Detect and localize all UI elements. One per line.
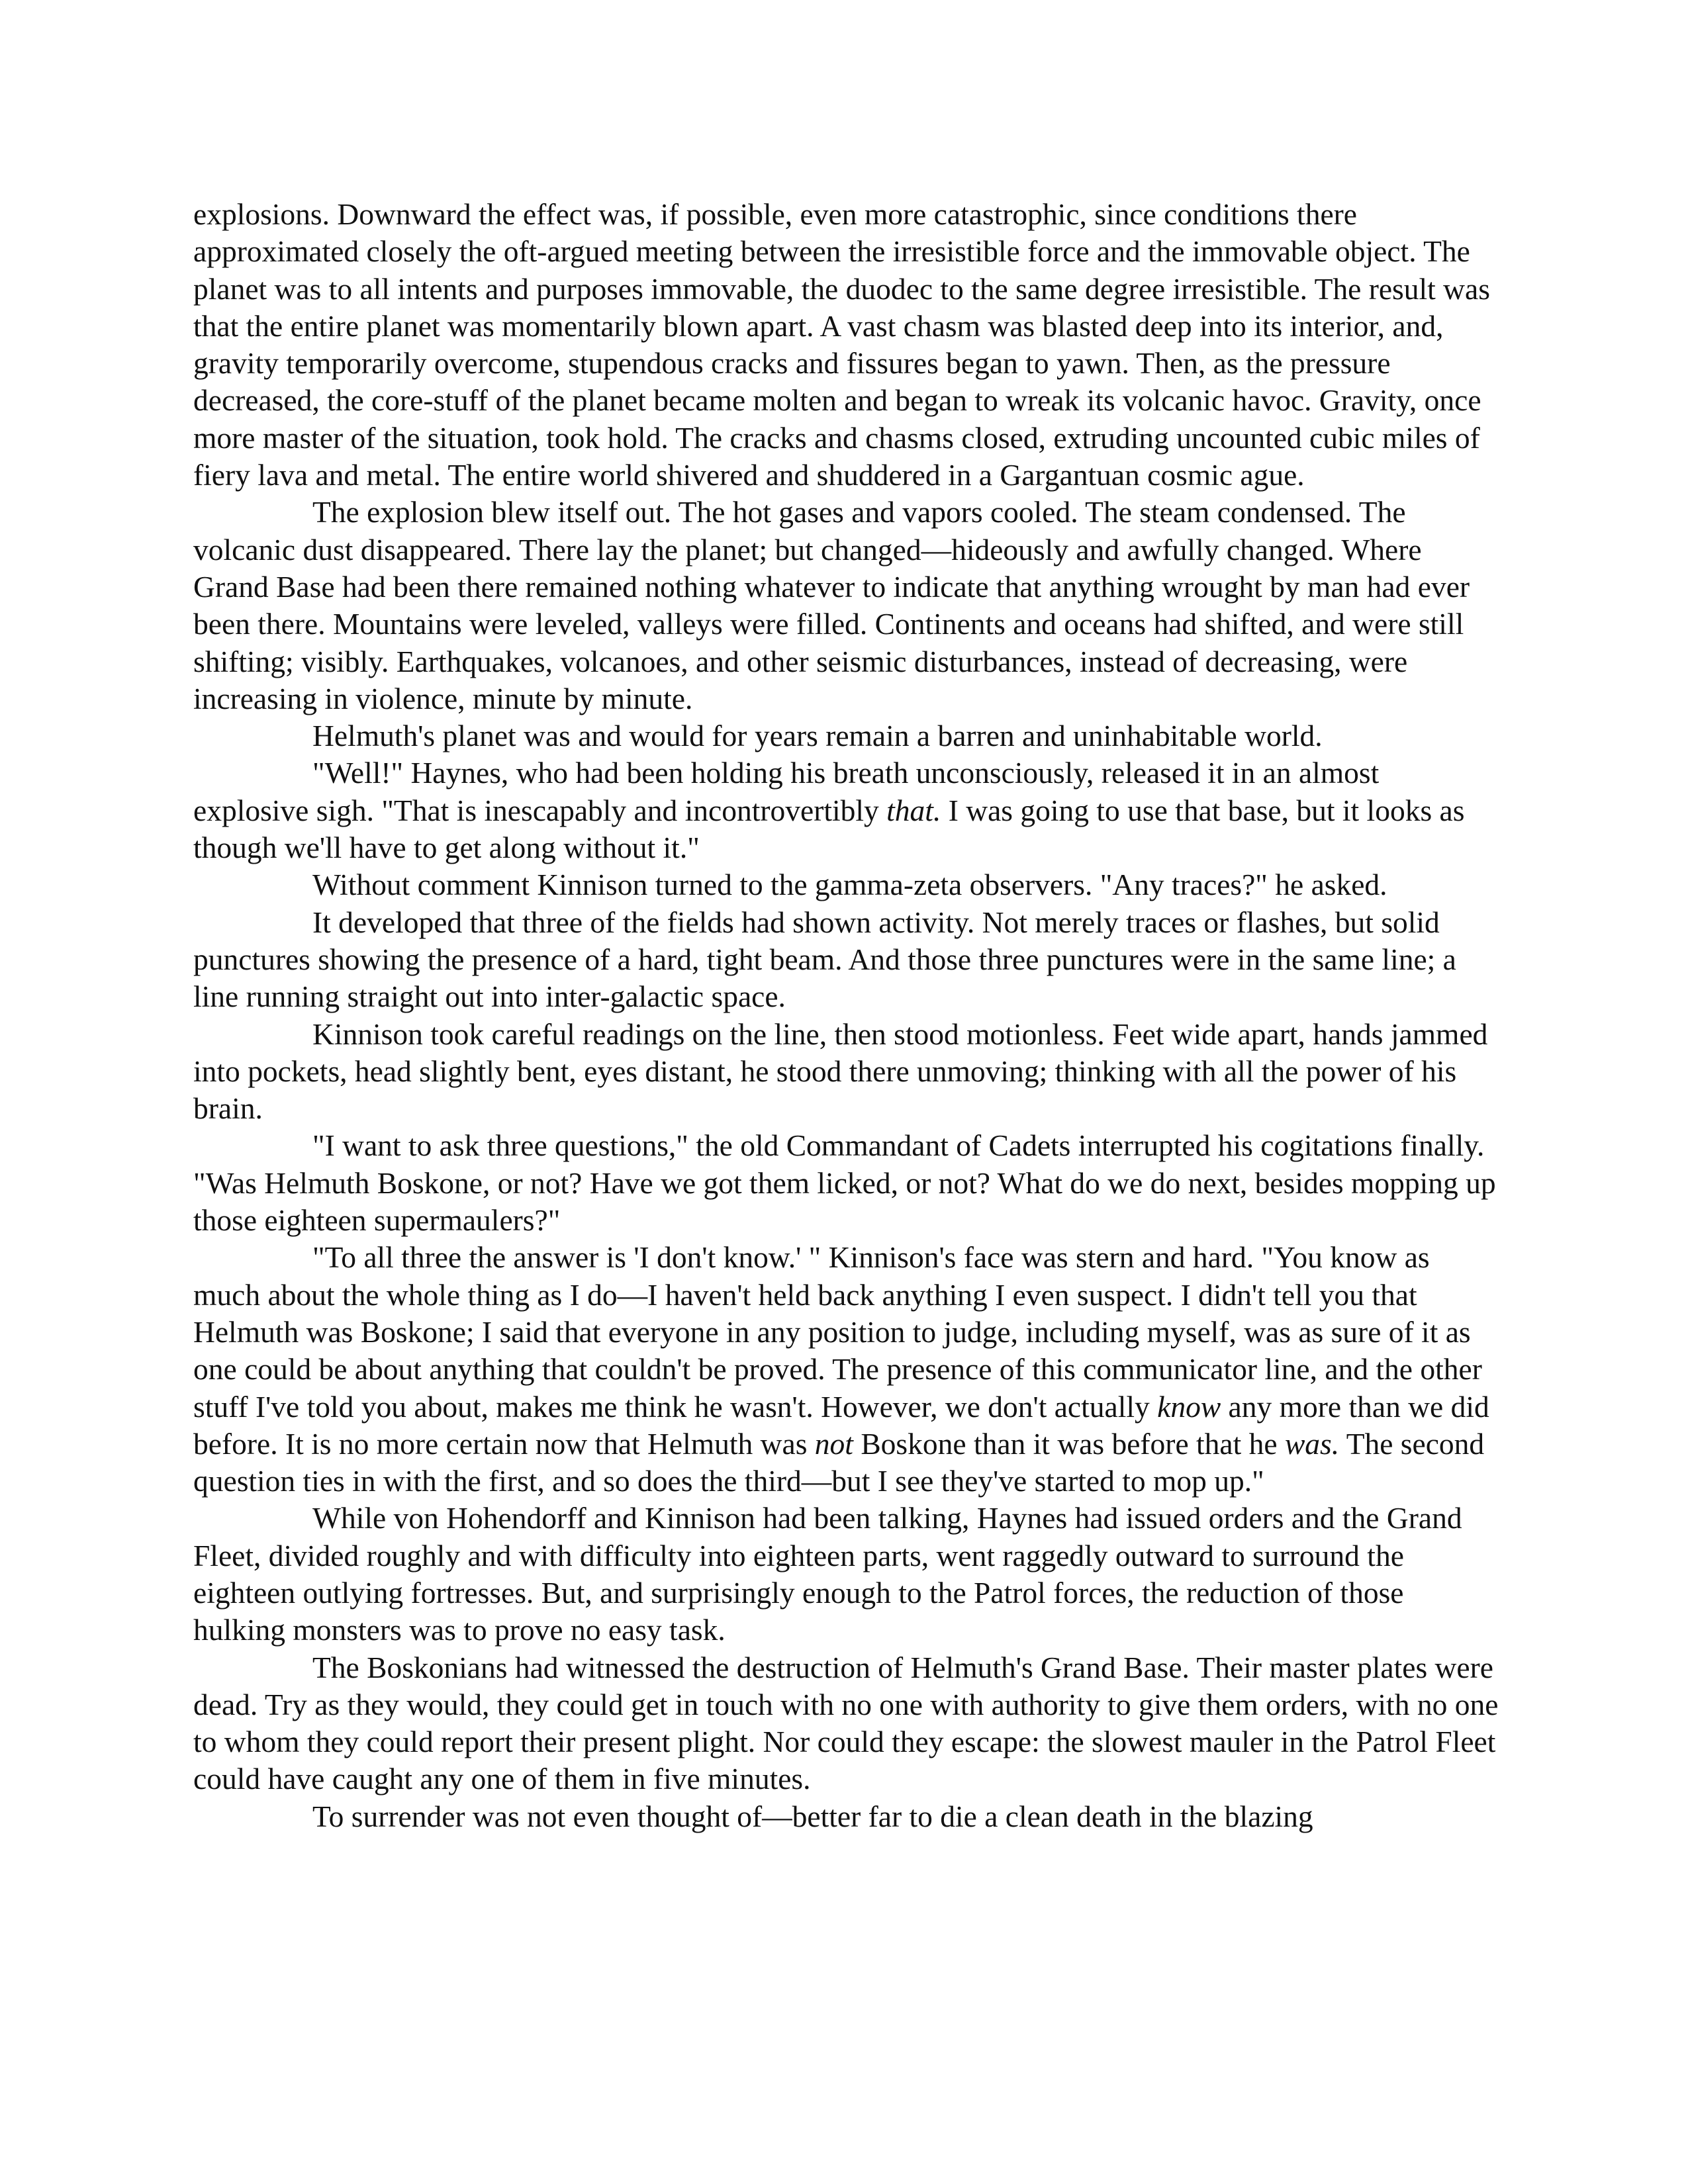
- paragraph-2: The explosion blew itself out. The hot gases and vapors cooled. The steam condensed. The volcanic dust disappeared. There lay the planet; but changed—hideously and awfully changed. Where Grand Base had been there remained nothing whatever to indicate that anything wrought by man had ever been there. Mountains were leveled, valleys were filled. Continents and oceans had shifted, and were still shifting; visibly. Earthquakes, volcanoes, and other seismic disturbances, instead of decreasing, were increasing in violence, minute by minute.: [193, 495, 1470, 715]
- text-fragment: "To all three the answer is 'I don't know.' " Kinnison's face was stern and hard. "You know as much about the whole thing as I do—I haven't held back anything I even suspect. I didn't tell you that Helmuth was Boskone; I said that everyone in any position to judge, including myself, was as sure of it as one could be about anything that couldn't be proved. The presence of this communicator line, and the other stuff I've told you about, makes me think he wasn't. However, we don't actually: [193, 1240, 1482, 1424]
- paragraph-10: While von Hohendorff and Kinnison had been talking, Haynes had issued orders and the Grand Fleet, divided roughly and with difficulty into eighteen parts, went raggedly outward to surround the eighteen outlying fortresses. But, and surprisingly enough to the Patrol forces, the reduction of those hulking monsters was to prove no easy task.: [193, 1501, 1462, 1647]
- text-fragment: The second question ties in with the first, and so does the third—but I see they've started to mop up.": [193, 1426, 1485, 1498]
- paragraph-11: The Boskonians had witnessed the destruction of Helmuth's Grand Base. Their master plates were dead. Try as they would, they could get in touch with no one with authority to give them orders, with no one to whom they could report their present plight. Nor could they escape: the slowest mauler in the Patrol Fleet could have caught any one of them in five minutes.: [193, 1650, 1499, 1796]
- italic-fragment: not: [814, 1426, 853, 1461]
- text-fragment: I was going to use that base, but it looks as though we'll have to get along without it.": [193, 793, 1465, 865]
- text-fragment: "Well!" Haynes, who had been holding his breath unconsciously, released it in an almost explosive sigh. "That is inescapably and incontrovertibly: [193, 756, 1380, 827]
- paragraph-8: "I want to ask three questions," the old Commandant of Cadets interrupted his cogitations finally. "Was Helmuth Boskone, or not? Have we got them licked, or not? What do we do next, besides mopping up those eighteen supermaulers?": [193, 1128, 1496, 1238]
- paragraph-1: explosions. Downward the effect was, if possible, even more catastrophic, since conditions there approximated closely the oft-argued meeting between the irresistible force and the immovable object. The planet was to all intents and purposes immovable, the duodec to the same degree irresistible. The result was that the entire planet was momentarily blown apart. A vast chasm was blasted deep into its interior, and, gravity temporarily overcome, stupendous cracks and fissures began to yawn. Then, as the pressure decreased, the core-stuff of the planet became molten and began to wreak its volcanic havoc. Gravity, once more master of the situation, took hold. The cracks and chasms closed, extruding uncounted cubic miles of fiery lava and metal. The entire world shivered and shuddered in a Gargantuan cosmic ague.: [193, 197, 1490, 492]
- paragraph-3: Helmuth's planet was and would for years remain a barren and uninhabitable world.: [312, 719, 1323, 753]
- paragraph-6: It developed that three of the fields had shown activity. Not merely traces or flashes, but solid punctures showing the presence of a hard, tight beam. And those three punctures were in the same line; a line running straight out into inter-galactic space.: [193, 905, 1456, 1014]
- paragraph-9: [193, 1239, 1501, 1500]
- paragraph-5: Without comment Kinnison turned to the gamma-zeta observers. "Any traces?" he asked.: [312, 868, 1387, 902]
- italic-fragment: know: [1157, 1389, 1221, 1424]
- page-body: [193, 196, 1501, 1835]
- text-fragment: Boskone than it was before that he: [853, 1426, 1285, 1461]
- text-fragment: any more than we did before. It is no more certain now that Helmuth was: [193, 1389, 1489, 1461]
- paragraph-12: To surrender was not even thought of—better far to die a clean death in the blazing: [312, 1799, 1313, 1833]
- italic-fragment: that.: [886, 793, 941, 827]
- paragraph-4: [193, 754, 1501, 866]
- italic-fragment: was.: [1284, 1426, 1340, 1461]
- paragraph-7: Kinnison took careful readings on the line, then stood motionless. Feet wide apart, hands jammed into pockets, head slightly bent, eyes distant, he stood there unmoving; thinking with all the power of his brain.: [193, 1017, 1488, 1126]
